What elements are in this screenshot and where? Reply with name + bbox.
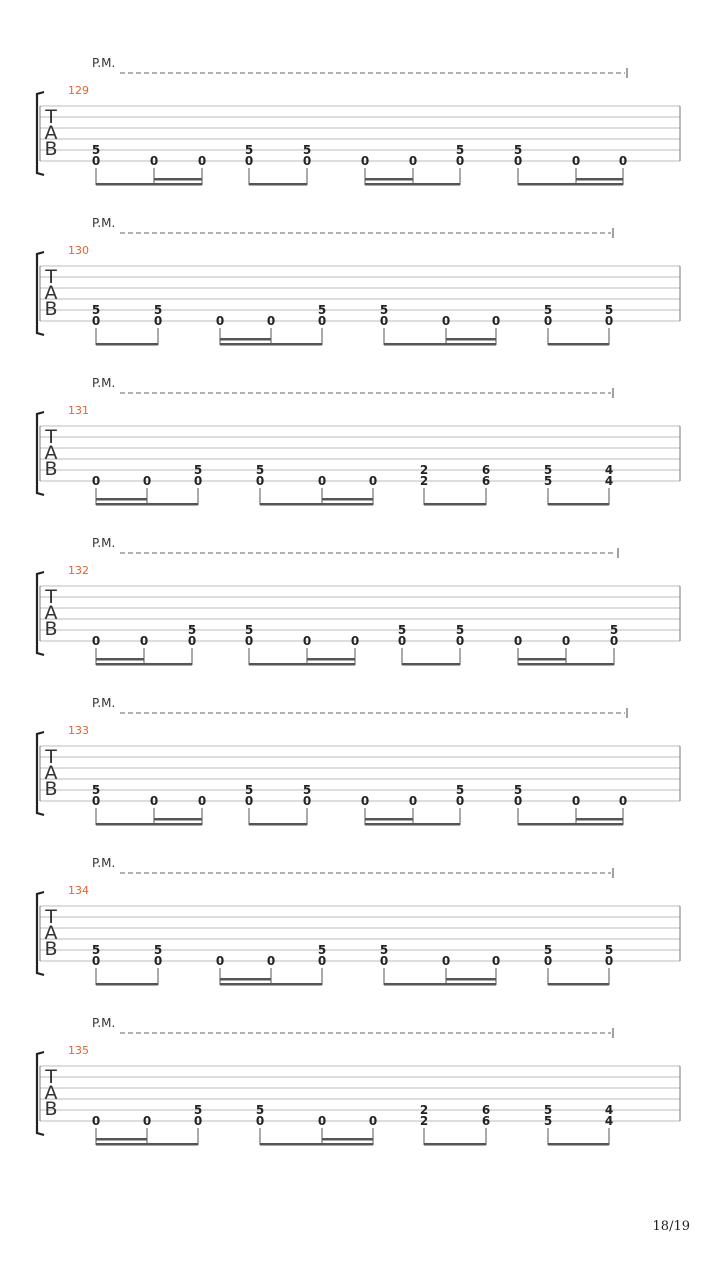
fret-number-upper: 2 bbox=[419, 463, 429, 477]
beam-primary bbox=[384, 343, 496, 346]
beam-primary bbox=[96, 1143, 198, 1146]
beam-secondary bbox=[518, 658, 566, 661]
fret-number-lower: 0 bbox=[142, 474, 152, 488]
beam-primary bbox=[548, 1143, 609, 1146]
fret-number-upper: 5 bbox=[397, 623, 407, 637]
fret-number-lower: 0 bbox=[513, 154, 523, 168]
fret-number-lower: 0 bbox=[91, 954, 101, 968]
beam-primary bbox=[249, 663, 355, 666]
fret-number-lower: 0 bbox=[317, 314, 327, 328]
fret-number-lower: 5 bbox=[543, 1114, 553, 1128]
fret-number-lower: 0 bbox=[604, 314, 614, 328]
tab-clef-letter: B bbox=[44, 298, 58, 320]
fret-number-upper: 2 bbox=[419, 1103, 429, 1117]
beam-primary bbox=[96, 663, 192, 666]
fret-number-upper: 5 bbox=[543, 943, 553, 957]
fret-number-lower: 0 bbox=[244, 634, 254, 648]
fret-number-lower: 4 bbox=[604, 1114, 614, 1128]
beam-secondary bbox=[446, 338, 496, 341]
beam-primary bbox=[249, 183, 307, 186]
fret-number-upper: 5 bbox=[187, 623, 197, 637]
fret-number-upper: 5 bbox=[455, 623, 465, 637]
fret-number-lower: 0 bbox=[197, 794, 207, 808]
fret-number-lower: 0 bbox=[441, 954, 451, 968]
fret-number-upper: 5 bbox=[543, 303, 553, 317]
fret-number-lower: 0 bbox=[302, 794, 312, 808]
tab-clef-letter: A bbox=[44, 922, 58, 944]
fret-number-upper: 5 bbox=[379, 303, 389, 317]
beam-secondary bbox=[322, 498, 373, 501]
palm-mute-label: P.M. bbox=[92, 1016, 116, 1030]
fret-number-lower: 5 bbox=[543, 474, 553, 488]
fret-number-lower: 0 bbox=[91, 474, 101, 488]
palm-mute-label: P.M. bbox=[92, 856, 116, 870]
fret-number-lower: 0 bbox=[193, 1114, 203, 1128]
fret-number-upper: 5 bbox=[609, 623, 619, 637]
fret-number-lower: 0 bbox=[368, 1114, 378, 1128]
fret-number-lower: 0 bbox=[618, 154, 628, 168]
fret-number-lower: 0 bbox=[149, 154, 159, 168]
beam-primary bbox=[424, 503, 486, 506]
fret-number-upper: 5 bbox=[317, 943, 327, 957]
fret-number-upper: 5 bbox=[513, 143, 523, 157]
beam-primary bbox=[548, 343, 609, 346]
fret-number-lower: 0 bbox=[571, 794, 581, 808]
fret-number-upper: 5 bbox=[91, 143, 101, 157]
fret-number-lower: 0 bbox=[397, 634, 407, 648]
beam-primary bbox=[365, 183, 460, 186]
fret-number-lower: 0 bbox=[609, 634, 619, 648]
fret-number-lower: 0 bbox=[604, 954, 614, 968]
beam-primary bbox=[220, 343, 322, 346]
fret-number-lower: 0 bbox=[317, 954, 327, 968]
fret-number-lower: 0 bbox=[317, 1114, 327, 1128]
fret-number-lower: 0 bbox=[513, 634, 523, 648]
fret-number-lower: 0 bbox=[255, 474, 265, 488]
tab-clef-letter: A bbox=[44, 122, 58, 144]
fret-number-lower: 4 bbox=[604, 474, 614, 488]
fret-number-lower: 0 bbox=[571, 154, 581, 168]
fret-number-lower: 6 bbox=[481, 474, 491, 488]
fret-number-upper: 5 bbox=[244, 783, 254, 797]
fret-number-upper: 6 bbox=[481, 463, 491, 477]
fret-number-lower: 0 bbox=[455, 154, 465, 168]
palm-mute-label: P.M. bbox=[92, 536, 116, 550]
tab-clef-letter: B bbox=[44, 1098, 58, 1120]
fret-number-lower: 0 bbox=[91, 1114, 101, 1128]
beam-secondary bbox=[220, 338, 271, 341]
beam-primary bbox=[384, 983, 496, 986]
beam-primary bbox=[548, 983, 609, 986]
fret-number-upper: 5 bbox=[153, 943, 163, 957]
fret-number-upper: 5 bbox=[255, 1103, 265, 1117]
tab-clef-letter: A bbox=[44, 282, 58, 304]
beam-primary bbox=[518, 823, 623, 826]
tab-clef-letter: T bbox=[45, 746, 57, 768]
beam-secondary bbox=[365, 178, 413, 181]
tab-clef-letter: A bbox=[44, 1082, 58, 1104]
beam-primary bbox=[249, 823, 307, 826]
fret-number-upper: 5 bbox=[193, 463, 203, 477]
beam-primary bbox=[96, 183, 202, 186]
palm-mute-label: P.M. bbox=[92, 216, 116, 230]
bar-number: 134 bbox=[68, 884, 89, 897]
fret-number-lower: 0 bbox=[491, 314, 501, 328]
fret-number-lower: 0 bbox=[266, 954, 276, 968]
fret-number-upper: 5 bbox=[543, 463, 553, 477]
tab-clef-letter: T bbox=[45, 586, 57, 608]
beam-primary bbox=[220, 983, 322, 986]
fret-number-lower: 0 bbox=[142, 1114, 152, 1128]
beam-primary bbox=[402, 663, 460, 666]
fret-number-lower: 0 bbox=[561, 634, 571, 648]
fret-number-upper: 5 bbox=[455, 143, 465, 157]
fret-number-lower: 0 bbox=[302, 154, 312, 168]
beam-secondary bbox=[220, 978, 271, 981]
beam-secondary bbox=[322, 1138, 373, 1141]
fret-number-lower: 2 bbox=[419, 1114, 429, 1128]
fret-number-lower: 0 bbox=[360, 794, 370, 808]
fret-number-lower: 0 bbox=[379, 954, 389, 968]
fret-number-lower: 0 bbox=[513, 794, 523, 808]
tab-clef-letter: B bbox=[44, 458, 58, 480]
tab-clef-letter: B bbox=[44, 778, 58, 800]
tab-clef-letter: A bbox=[44, 762, 58, 784]
beam-primary bbox=[96, 503, 198, 506]
fret-number-upper: 5 bbox=[604, 943, 614, 957]
bar-number: 132 bbox=[68, 564, 89, 577]
fret-number-lower: 0 bbox=[455, 794, 465, 808]
fret-number-lower: 6 bbox=[481, 1114, 491, 1128]
beam-primary bbox=[96, 823, 202, 826]
beam-secondary bbox=[365, 818, 413, 821]
beam-primary bbox=[518, 663, 614, 666]
beam-primary bbox=[96, 983, 158, 986]
beam-secondary bbox=[96, 1138, 147, 1141]
beam-secondary bbox=[154, 178, 202, 181]
fret-number-lower: 0 bbox=[187, 634, 197, 648]
fret-number-lower: 0 bbox=[266, 314, 276, 328]
bar-number: 129 bbox=[68, 84, 89, 97]
fret-number-upper: 5 bbox=[379, 943, 389, 957]
fret-number-lower: 0 bbox=[408, 794, 418, 808]
fret-number-lower: 0 bbox=[317, 474, 327, 488]
fret-number-lower: 0 bbox=[91, 634, 101, 648]
fret-number-lower: 0 bbox=[543, 954, 553, 968]
fret-number-upper: 5 bbox=[302, 143, 312, 157]
fret-number-upper: 5 bbox=[302, 783, 312, 797]
tab-clef-letter: T bbox=[45, 906, 57, 928]
fret-number-upper: 5 bbox=[91, 783, 101, 797]
palm-mute-label: P.M. bbox=[92, 56, 116, 70]
fret-number-lower: 0 bbox=[244, 794, 254, 808]
beam-secondary bbox=[96, 498, 147, 501]
beam-primary bbox=[518, 183, 623, 186]
beam-secondary bbox=[307, 658, 355, 661]
fret-number-upper: 5 bbox=[317, 303, 327, 317]
tab-clef-letter: A bbox=[44, 602, 58, 624]
fret-number-lower: 0 bbox=[455, 634, 465, 648]
beam-primary bbox=[96, 343, 158, 346]
tab-clef-letter: T bbox=[45, 106, 57, 128]
fret-number-lower: 0 bbox=[149, 794, 159, 808]
fret-number-upper: 5 bbox=[244, 143, 254, 157]
fret-number-lower: 0 bbox=[543, 314, 553, 328]
fret-number-upper: 5 bbox=[244, 623, 254, 637]
beam-primary bbox=[424, 1143, 486, 1146]
fret-number-upper: 5 bbox=[455, 783, 465, 797]
fret-number-upper: 5 bbox=[255, 463, 265, 477]
fret-number-upper: 4 bbox=[604, 1103, 614, 1117]
fret-number-lower: 0 bbox=[350, 634, 360, 648]
beam-secondary bbox=[96, 658, 144, 661]
bar-number: 133 bbox=[68, 724, 89, 737]
fret-number-lower: 0 bbox=[368, 474, 378, 488]
fret-number-lower: 0 bbox=[379, 314, 389, 328]
page-number: 18/19 bbox=[652, 1219, 690, 1234]
palm-mute-label: P.M. bbox=[92, 376, 116, 390]
fret-number-lower: 0 bbox=[360, 154, 370, 168]
fret-number-lower: 0 bbox=[215, 314, 225, 328]
beam-secondary bbox=[446, 978, 496, 981]
fret-number-upper: 5 bbox=[153, 303, 163, 317]
tab-clef-letter: A bbox=[44, 442, 58, 464]
palm-mute-label: P.M. bbox=[92, 696, 116, 710]
fret-number-lower: 0 bbox=[255, 1114, 265, 1128]
fret-number-lower: 0 bbox=[91, 794, 101, 808]
fret-number-lower: 0 bbox=[618, 794, 628, 808]
fret-number-lower: 0 bbox=[302, 634, 312, 648]
fret-number-lower: 0 bbox=[215, 954, 225, 968]
fret-number-lower: 0 bbox=[139, 634, 149, 648]
beam-secondary bbox=[576, 818, 623, 821]
fret-number-lower: 0 bbox=[244, 154, 254, 168]
fret-number-lower: 0 bbox=[153, 954, 163, 968]
beam-primary bbox=[365, 823, 460, 826]
fret-number-lower: 0 bbox=[91, 314, 101, 328]
fret-number-upper: 4 bbox=[604, 463, 614, 477]
fret-number-lower: 0 bbox=[491, 954, 501, 968]
beam-secondary bbox=[576, 178, 623, 181]
fret-number-lower: 0 bbox=[408, 154, 418, 168]
fret-number-lower: 0 bbox=[441, 314, 451, 328]
beam-primary bbox=[260, 503, 373, 506]
bar-number: 135 bbox=[68, 1044, 89, 1057]
bar-number: 130 bbox=[68, 244, 89, 257]
fret-number-upper: 5 bbox=[604, 303, 614, 317]
fret-number-upper: 6 bbox=[481, 1103, 491, 1117]
beam-secondary bbox=[154, 818, 202, 821]
tab-clef-letter: B bbox=[44, 138, 58, 160]
fret-number-upper: 5 bbox=[543, 1103, 553, 1117]
beam-primary bbox=[548, 503, 609, 506]
beam-primary bbox=[260, 1143, 373, 1146]
fret-number-upper: 5 bbox=[91, 303, 101, 317]
tab-clef-letter: T bbox=[45, 266, 57, 288]
fret-number-lower: 0 bbox=[153, 314, 163, 328]
tab-clef-letter: T bbox=[45, 1066, 57, 1088]
fret-number-lower: 0 bbox=[193, 474, 203, 488]
tab-clef-letter: B bbox=[44, 938, 58, 960]
fret-number-lower: 0 bbox=[91, 154, 101, 168]
fret-number-upper: 5 bbox=[193, 1103, 203, 1117]
fret-number-lower: 2 bbox=[419, 474, 429, 488]
tab-clef-letter: T bbox=[45, 426, 57, 448]
fret-number-upper: 5 bbox=[513, 783, 523, 797]
fret-number-lower: 0 bbox=[197, 154, 207, 168]
fret-number-upper: 5 bbox=[91, 943, 101, 957]
tab-clef-letter: B bbox=[44, 618, 58, 640]
bar-number: 131 bbox=[68, 404, 89, 417]
